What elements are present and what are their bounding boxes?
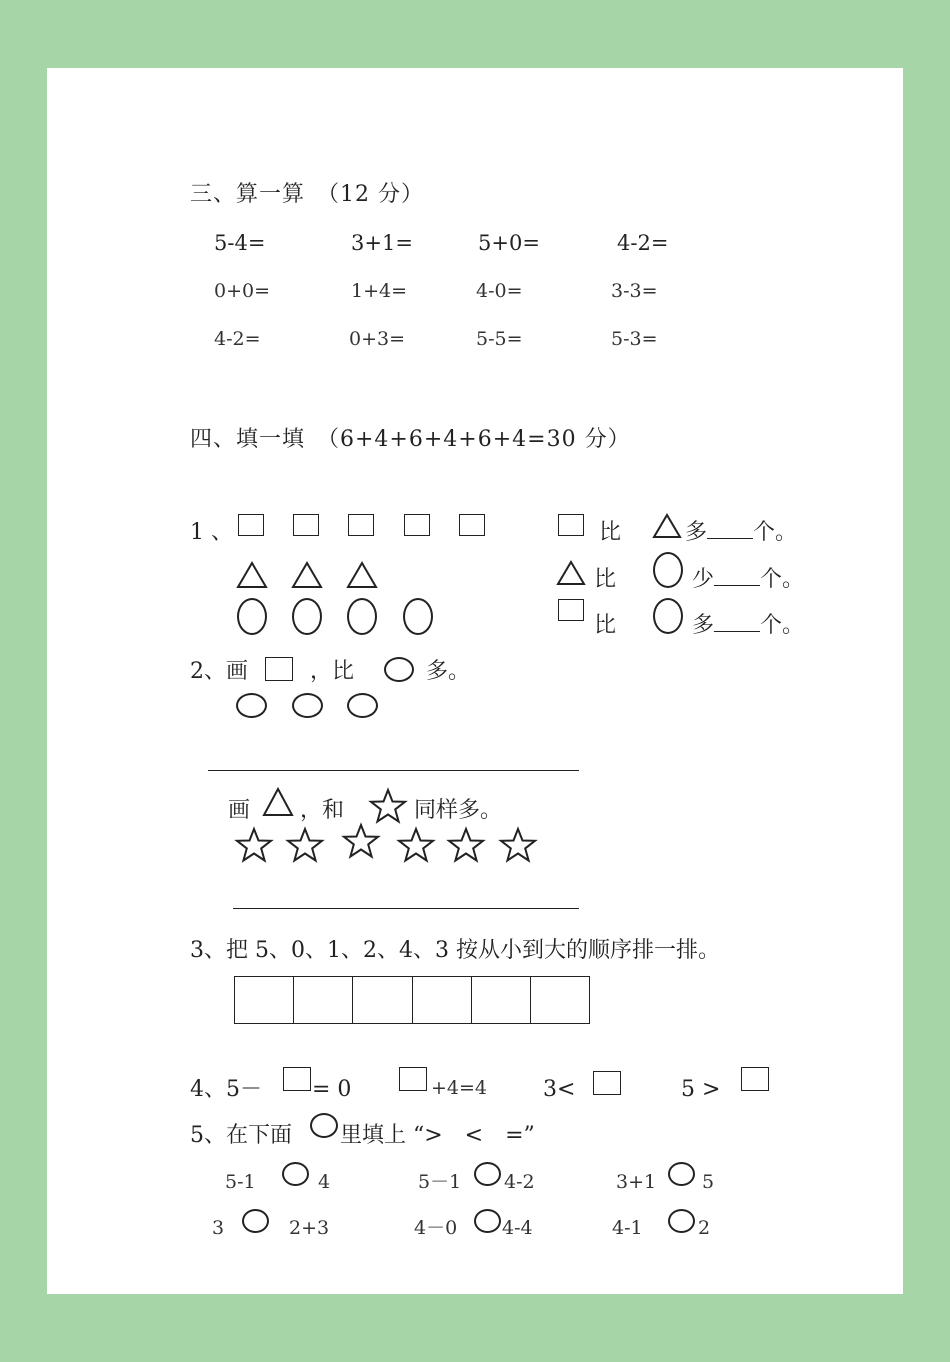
bi-text: 比 bbox=[599, 520, 622, 545]
oval-icon bbox=[347, 598, 377, 635]
square-icon bbox=[238, 514, 264, 536]
star-icon bbox=[370, 789, 406, 823]
equation: 3-3= bbox=[611, 280, 658, 302]
q5-text-a: 5、在下面 bbox=[190, 1123, 292, 1148]
triangle-icon bbox=[262, 787, 294, 817]
square-icon bbox=[265, 657, 293, 681]
triangle-icon bbox=[652, 513, 682, 539]
circle-icon bbox=[347, 693, 378, 718]
ge-text: 个。 bbox=[760, 567, 805, 592]
q5-right: 4 bbox=[318, 1171, 331, 1193]
duo-text: 多 bbox=[685, 520, 708, 545]
q5-left: 5-1 bbox=[225, 1171, 256, 1193]
square-icon bbox=[348, 514, 374, 536]
q5-left: 4－0 bbox=[414, 1217, 458, 1239]
oval-icon bbox=[292, 598, 322, 635]
square-icon bbox=[558, 599, 584, 621]
circle-icon bbox=[384, 657, 414, 682]
oval-icon bbox=[653, 598, 683, 634]
equation: 5-3= bbox=[611, 328, 658, 350]
star-icon bbox=[236, 828, 272, 862]
answer-cell[interactable] bbox=[472, 977, 531, 1023]
square-icon[interactable] bbox=[593, 1071, 621, 1095]
answer-cell[interactable] bbox=[413, 977, 472, 1023]
answer-cell[interactable] bbox=[353, 977, 412, 1023]
circle-icon[interactable] bbox=[474, 1162, 501, 1186]
star-icon bbox=[398, 828, 434, 862]
equation: 0+3= bbox=[349, 328, 406, 350]
circle-icon[interactable] bbox=[668, 1162, 695, 1186]
star-icon bbox=[448, 828, 484, 862]
q2b-hua: 画 bbox=[228, 798, 251, 823]
square-icon bbox=[459, 514, 485, 536]
star-icon bbox=[500, 828, 536, 862]
answer-cell[interactable] bbox=[294, 977, 353, 1023]
square-icon bbox=[293, 514, 319, 536]
star-icon bbox=[343, 824, 379, 858]
circle-icon[interactable] bbox=[242, 1209, 269, 1233]
q5-left: 5－1 bbox=[418, 1171, 462, 1193]
q5-text-b: 里填上 “> < =” bbox=[340, 1123, 535, 1148]
bi-text: 比 bbox=[594, 567, 617, 592]
equation: 4-2= bbox=[214, 328, 261, 350]
equation: 5+0= bbox=[478, 231, 540, 255]
q2-duo: 多。 bbox=[426, 659, 471, 684]
answer-line[interactable] bbox=[233, 908, 579, 909]
oval-icon bbox=[653, 552, 683, 588]
circle-icon[interactable] bbox=[282, 1162, 309, 1186]
q5-right: 4-2 bbox=[504, 1171, 535, 1193]
q5-left: 4-1 bbox=[612, 1217, 643, 1239]
triangle-icon bbox=[291, 561, 323, 589]
q1a-answer bbox=[685, 522, 797, 544]
q4-label: 4、5－ bbox=[190, 1077, 262, 1102]
q5-right: 5 bbox=[702, 1171, 715, 1193]
q4-eq-zero: = 0 bbox=[312, 1077, 352, 1102]
circle-icon bbox=[236, 693, 267, 718]
q5-left: 3 bbox=[212, 1217, 225, 1239]
q1b-answer bbox=[692, 569, 804, 591]
q5-left: 3+1 bbox=[616, 1171, 657, 1193]
q3-text: 3、把 5、0、1、2、4、3 按从小到大的顺序排一排。 bbox=[190, 938, 720, 963]
q2b-same: 同样多。 bbox=[414, 798, 503, 823]
triangle-icon bbox=[346, 561, 378, 589]
shao-text: 少 bbox=[692, 567, 715, 592]
answer-blank[interactable] bbox=[714, 631, 760, 632]
worksheet-page bbox=[47, 68, 903, 1294]
answer-blank[interactable] bbox=[714, 585, 760, 586]
square-icon bbox=[404, 514, 430, 536]
triangle-icon bbox=[236, 561, 268, 589]
q2-label: 2、画 bbox=[190, 659, 248, 684]
q1c-answer bbox=[692, 615, 804, 637]
circle-icon bbox=[292, 693, 323, 718]
bi-text: 比 bbox=[594, 613, 617, 638]
triangle-icon bbox=[556, 560, 586, 586]
q5-right: 2 bbox=[698, 1217, 711, 1239]
oval-icon bbox=[237, 598, 267, 635]
circle-icon bbox=[310, 1113, 338, 1138]
square-icon[interactable] bbox=[399, 1067, 427, 1091]
q4-gt: 5 > bbox=[681, 1077, 721, 1102]
equation: 0+0= bbox=[214, 280, 271, 302]
answer-blank[interactable] bbox=[707, 538, 753, 539]
ordering-boxes bbox=[234, 976, 590, 1024]
q5-right: 2+3 bbox=[289, 1217, 330, 1239]
section3-title: 三、算一算 （12 分） bbox=[190, 182, 424, 207]
square-icon[interactable] bbox=[741, 1067, 769, 1091]
q2-comma-bi: ，比 bbox=[310, 659, 355, 684]
q4-plus: +4=4 bbox=[431, 1077, 488, 1099]
equation: 5-5= bbox=[476, 328, 523, 350]
equation: 3+1= bbox=[351, 231, 413, 255]
circle-icon[interactable] bbox=[668, 1209, 695, 1233]
star-icon bbox=[287, 828, 323, 862]
oval-icon bbox=[403, 598, 433, 635]
equation: 4-2= bbox=[617, 231, 669, 255]
q2b-comma-he: ，和 bbox=[300, 798, 345, 823]
circle-icon[interactable] bbox=[474, 1209, 501, 1233]
ge-text: 个。 bbox=[760, 613, 805, 638]
equation: 4-0= bbox=[476, 280, 523, 302]
duo-text: 多 bbox=[692, 613, 715, 638]
square-icon bbox=[558, 514, 584, 536]
answer-cell[interactable] bbox=[235, 977, 294, 1023]
q4-lt: 3< bbox=[543, 1077, 576, 1102]
section4-title: 四、填一填 （6+4+6+4+6+4=30 分） bbox=[190, 427, 631, 452]
ge-text: 个。 bbox=[753, 520, 798, 545]
equation: 1+4= bbox=[351, 280, 408, 302]
q5-right: 4-4 bbox=[502, 1217, 533, 1239]
q1-label: 1 、 bbox=[190, 520, 233, 545]
square-icon[interactable] bbox=[283, 1067, 311, 1091]
answer-cell[interactable] bbox=[531, 977, 589, 1023]
answer-line[interactable] bbox=[208, 770, 579, 771]
equation: 5-4= bbox=[214, 231, 266, 255]
